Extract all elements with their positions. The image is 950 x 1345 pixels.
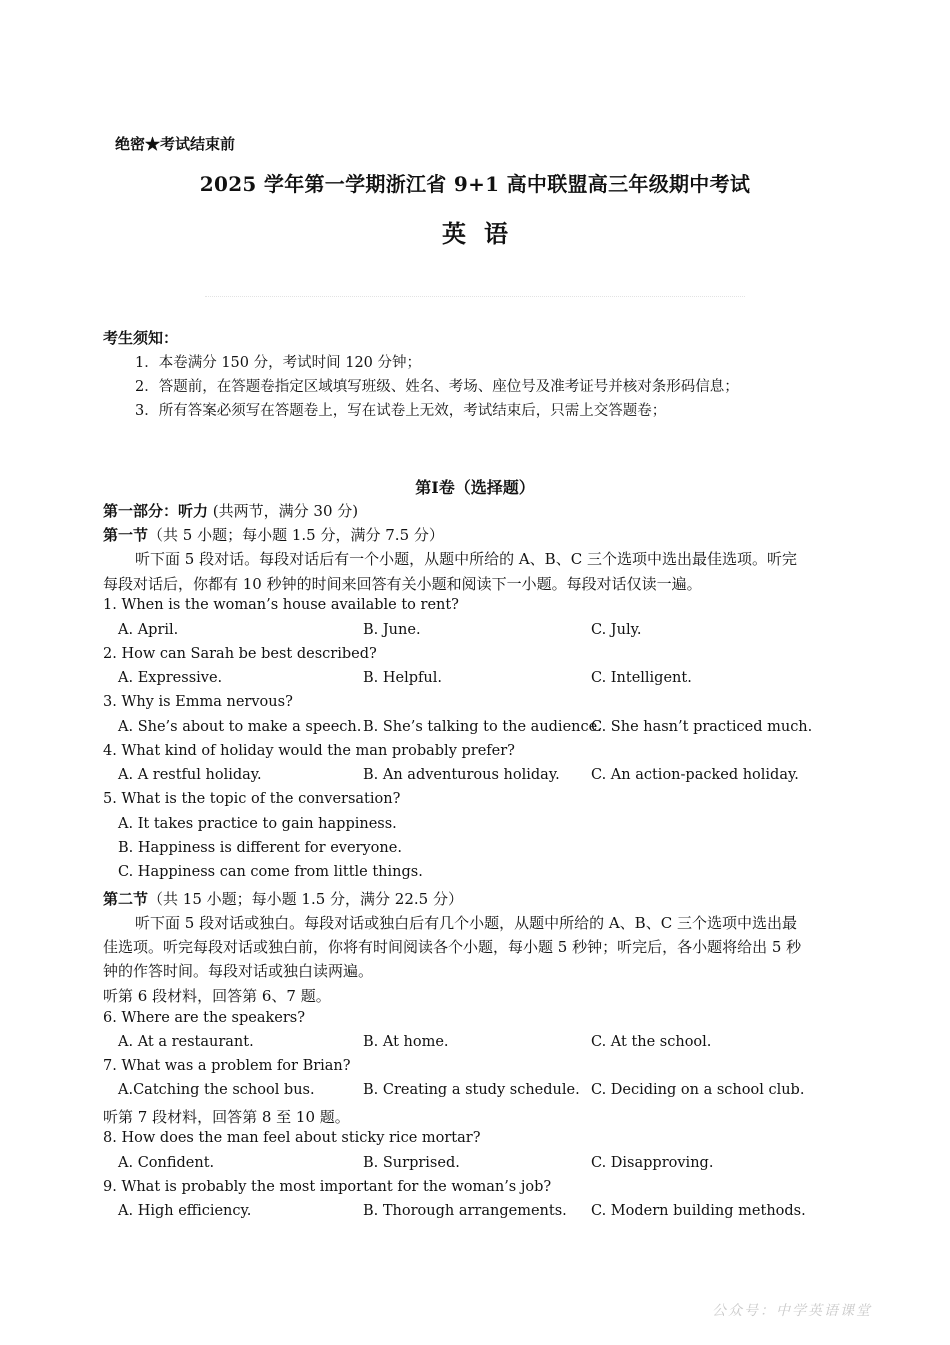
option-b: B. Happiness is different for everyone.	[118, 840, 402, 856]
question-stem: 3. Why is Emma nervous?	[103, 694, 293, 710]
section-detail: （共 5 小题；每小题 1.5 分，满分 7.5 分）	[148, 526, 444, 544]
option-a: A. At a restaurant.	[118, 1034, 254, 1050]
option-b: B. An adventurous holiday.	[363, 767, 560, 783]
question-stem: 4. What kind of holiday would the man probably prefer?	[103, 743, 515, 759]
question-stem: 6. Where are the speakers?	[103, 1010, 305, 1026]
option-b: B. June.	[363, 622, 421, 638]
notice-item: 2．答题前，在答题卷指定区域填写班级、姓名、考场、座位号及准考证号并核对条形码信息；	[135, 379, 739, 395]
part-detail: (共两节，满分 30 分)	[208, 502, 359, 520]
part-label: 第一部分：听力	[103, 502, 209, 520]
option-c: C. Deciding on a school club.	[591, 1082, 805, 1098]
notice-heading: 考生须知：	[103, 329, 179, 347]
section-two-heading	[103, 888, 463, 909]
option-c: C. At the school.	[591, 1034, 712, 1050]
option-b: B. Thorough arrangements.	[363, 1203, 567, 1219]
instruction-line: 佳选项。听完每段对话或独白前，你将有时间阅读各个小题，每小题 5 秒钟；听完后，各小题将给出 5 秒	[103, 938, 802, 956]
option-c: C. July.	[591, 622, 642, 638]
option-a: A. Confident.	[118, 1155, 215, 1171]
question-stem: 9. What is probably the most important for the woman’s job?	[103, 1179, 552, 1195]
volume-title: 第Ⅰ卷（选择题）	[415, 478, 535, 497]
material-heading: 听第 6 段材料，回答第 6、7 题。	[103, 987, 331, 1005]
exam-title: 2025 学年第一学期浙江省 9+1 高中联盟高三年级期中考试	[199, 172, 751, 196]
option-b: B. Helpful.	[363, 670, 442, 686]
option-a: A. It takes practice to gain happiness.	[118, 816, 397, 832]
section-one-heading	[103, 524, 444, 545]
question-stem: 5. What is the topic of the conversation?	[103, 791, 401, 807]
option-c: C. Intelligent.	[591, 670, 692, 686]
question-stem: 2. How can Sarah be best described?	[103, 646, 377, 662]
option-b: B. Surprised.	[363, 1155, 460, 1171]
option-a: A. She’s about to make a speech.	[118, 719, 362, 735]
instruction-line: 听下面 5 段对话。每段对话后有一个小题，从题中所给的 A、B、C 三个选项中选出最佳选项。听完	[135, 550, 797, 568]
question-stem: 7. What was a problem for Brian?	[103, 1058, 351, 1074]
option-c: C. Disapproving.	[591, 1155, 714, 1171]
instruction-line: 每段对话后，你都有 10 秒钟的时间来回答有关小题和阅读下一小题。每段对话仅读一遍。	[103, 575, 702, 593]
option-c: C. She hasn’t practiced much.	[591, 719, 813, 735]
notice-item: 3．所有答案必须写在答题卷上，写在试卷上无效，考试结束后，只需上交答题卷；	[135, 403, 667, 419]
option-b: B. At home.	[363, 1034, 449, 1050]
notice-item: 1．本卷满分 150 分，考试时间 120 分钟；	[135, 355, 422, 371]
option-b: B. Creating a study schedule.	[363, 1082, 580, 1098]
option-b: B. She’s talking to the audience.	[363, 719, 602, 735]
section-label: 第二节	[103, 890, 149, 908]
subject-title: 英语	[442, 219, 526, 248]
instruction-line: 听下面 5 段对话或独白。每段对话或独白后有几个小题，从题中所给的 A、B、C 三个选项中选出最	[135, 914, 797, 932]
watermark: 公众号：中学英语课堂	[712, 1303, 872, 1319]
header-divider	[205, 296, 745, 297]
option-a: A. A restful holiday.	[118, 767, 262, 783]
section-label: 第一节	[103, 526, 149, 544]
option-a: A.Catching the school bus.	[118, 1082, 315, 1098]
part-one-heading	[103, 500, 358, 521]
option-a: A. Expressive.	[118, 670, 223, 686]
material-heading: 听第 7 段材料，回答第 8 至 10 题。	[103, 1108, 350, 1126]
question-stem: 1. When is the woman’s house available to rent?	[103, 597, 459, 613]
option-a: A. April.	[118, 622, 179, 638]
section-detail: （共 15 小题；每小题 1.5 分，满分 22.5 分）	[148, 890, 463, 908]
instruction-line: 钟的作答时间。每段对话或独白读两遍。	[103, 962, 374, 980]
confidential-mark: 绝密★考试结束前	[115, 135, 236, 153]
option-c: C. Happiness can come from little things.	[118, 864, 423, 880]
question-stem: 8. How does the man feel about sticky rice mortar?	[103, 1130, 481, 1146]
option-a: A. High efficiency.	[118, 1203, 252, 1219]
option-c: C. Modern building methods.	[591, 1203, 806, 1219]
option-c: C. An action-packed holiday.	[591, 767, 799, 783]
